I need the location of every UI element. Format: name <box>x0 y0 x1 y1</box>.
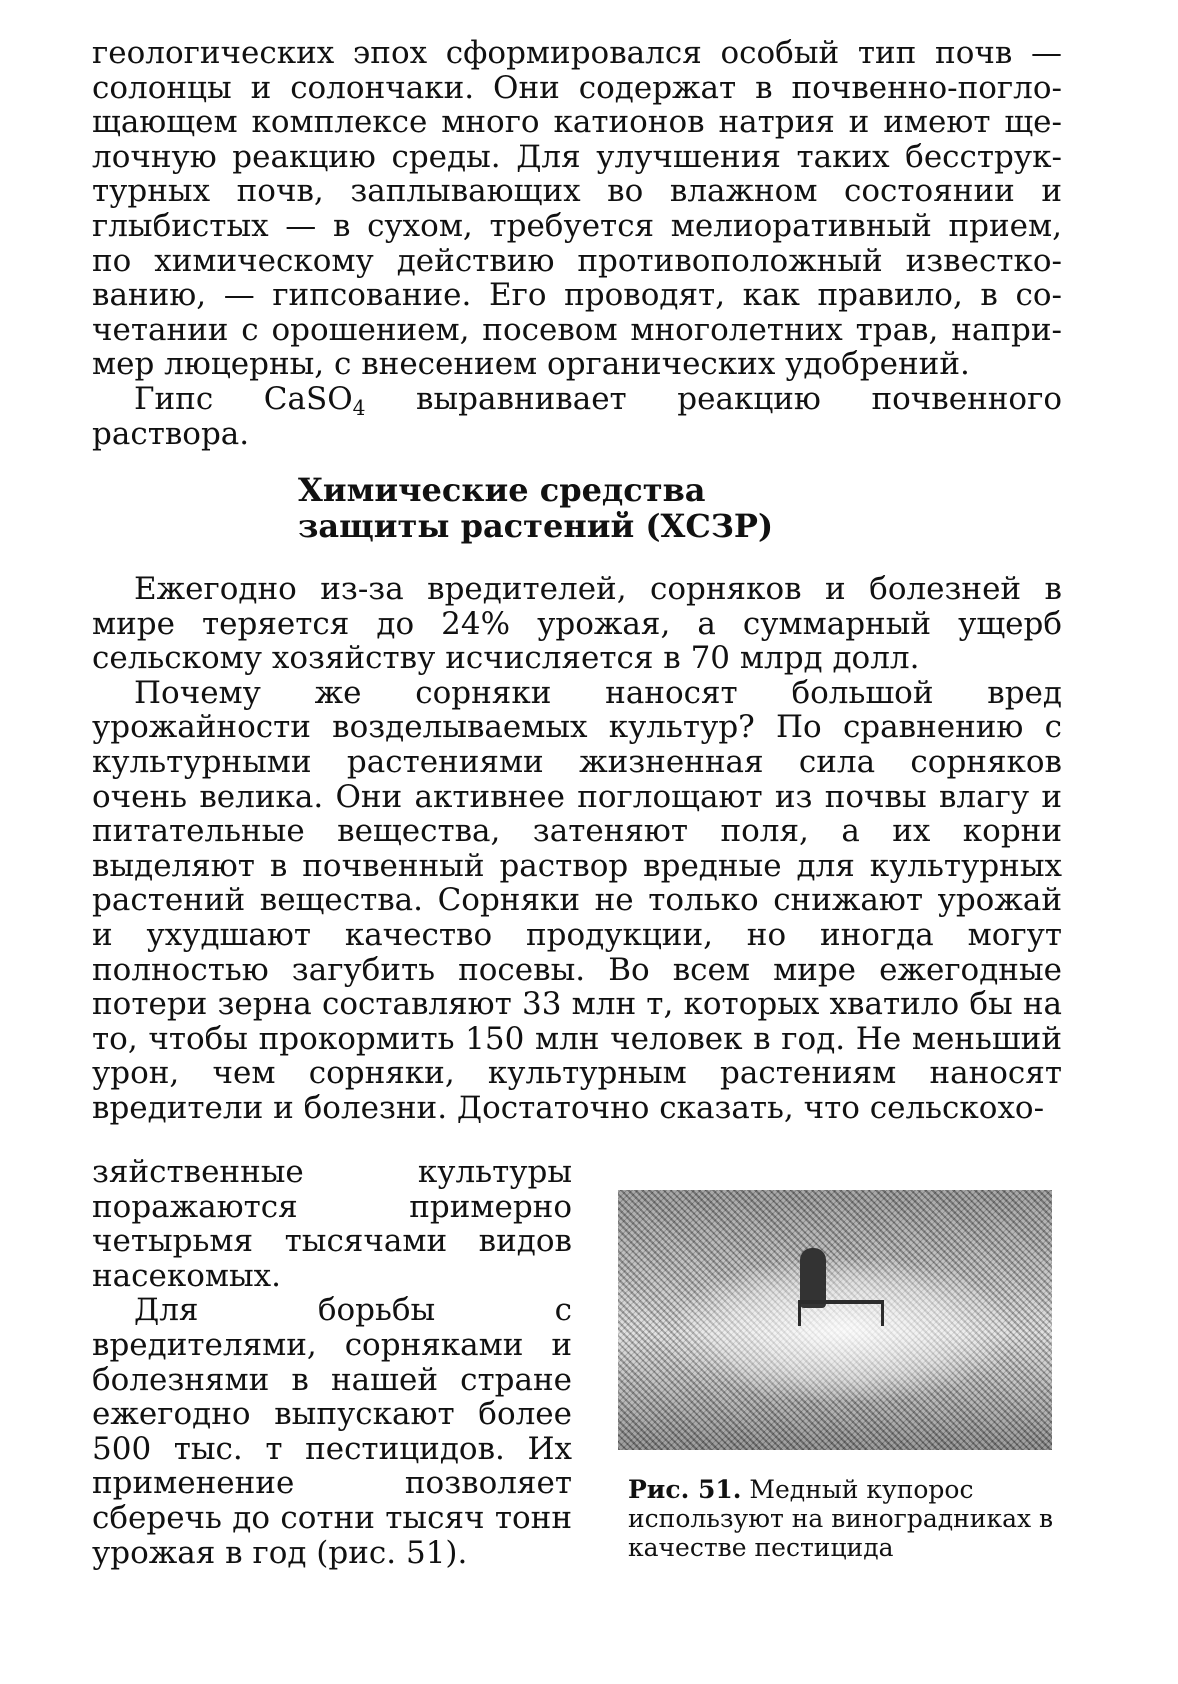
text-line: мер люцерны, с внесением органических удобрений. <box>92 346 970 383</box>
gypsum-subscript: 4 <box>352 395 366 420</box>
photo-sprayer <box>798 1300 884 1326</box>
main-text <box>92 572 1062 1126</box>
section-heading-line2: защиты растений (ХСЗР) <box>298 507 774 545</box>
text-line: турных почв, заплывающих во влажном состоянии и <box>92 173 1062 210</box>
text-line: геологических эпох сформировался особый тип почв — <box>92 35 1062 71</box>
paragraph-weeds-continuation: зяйственные культуры поражаются примерно четырьмя тысячами видов насекомых. <box>92 1154 572 1294</box>
figure-caption-text: Медный купорос используют на виноградниках в качестве пестицида <box>628 1475 1054 1562</box>
gypsum-text-before: Гипс CaSO <box>134 380 353 417</box>
text-line: лочную реакцию среды. Для улучшения таких бесструк- <box>92 138 1062 175</box>
text-line: глыбистых — в сухом, требуется мелиоративный прием, <box>92 207 1062 244</box>
figure-photo <box>618 1190 1052 1450</box>
paragraph-losses: Ежегодно из-за вредителей, сорняков и болезней в мире теряется до 24% урожая, а суммарный ущерб сельскому хозяйству исчисляется в 70 млрд долл. <box>92 571 1062 677</box>
paragraph-weeds: Почему же сорняки наносят большой вред урожайности возделываемых культур? По сравнению с культурными растениями жизненная сила сорняков очень велика. Они активнее поглощают из почвы влагу и питательные вещества, затеняют поля, а их корни выделяют в почвенный раствор вредные для культурных растений вещества. Сорняки не только снижают урожай и ухудшают качество продукции, но иногда могут полностью загубить посевы. Во всем мире ежегодные потери зерна составляют 33 млн т, которых хватило бы на то, чтобы прокормить 150 млн человек в год. Не меньший урон, чем сорняки, культурным растениям наносят вредители и болезни. Достаточно сказать, что сельскохо- <box>92 674 1062 1126</box>
figure-caption-label: Рис. 51. <box>628 1475 742 1504</box>
top-paragraph <box>92 36 1062 451</box>
text-line: ванию, — гипсование. Его проводят, как правило, в со- <box>92 277 1062 314</box>
section-heading-line1: Химические средства <box>298 471 706 509</box>
lower-left-column <box>92 1155 572 1570</box>
gypsum-text-after: выравнивает реакцию почвенного раствора. <box>92 380 1062 452</box>
text-line: солонцы и солончаки. Они содержат в почвенно-погло- <box>92 69 1062 106</box>
section-heading <box>298 472 898 544</box>
photo-spray-mist <box>678 1260 1008 1400</box>
text-line: по химическому действию противоположный известко- <box>92 242 1062 279</box>
gypsum-sentence <box>92 382 1062 451</box>
paragraph-pesticides: Для борьбы с вредителями, сорняками и болезнями в нашей стране ежегодно выпускают более 500 тыс. т пестицидов. Их применение позволяет сберечь до сотни тысяч тонн урожая в год (рис. 51). <box>92 1292 572 1571</box>
figure-caption <box>628 1475 1058 1562</box>
photo-worker <box>800 1248 826 1308</box>
text-line: четании с орошением, посевом многолетних трав, напри- <box>92 311 1062 348</box>
text-line: щающем комплексе много катионов натрия и имеют ще- <box>92 104 1062 141</box>
